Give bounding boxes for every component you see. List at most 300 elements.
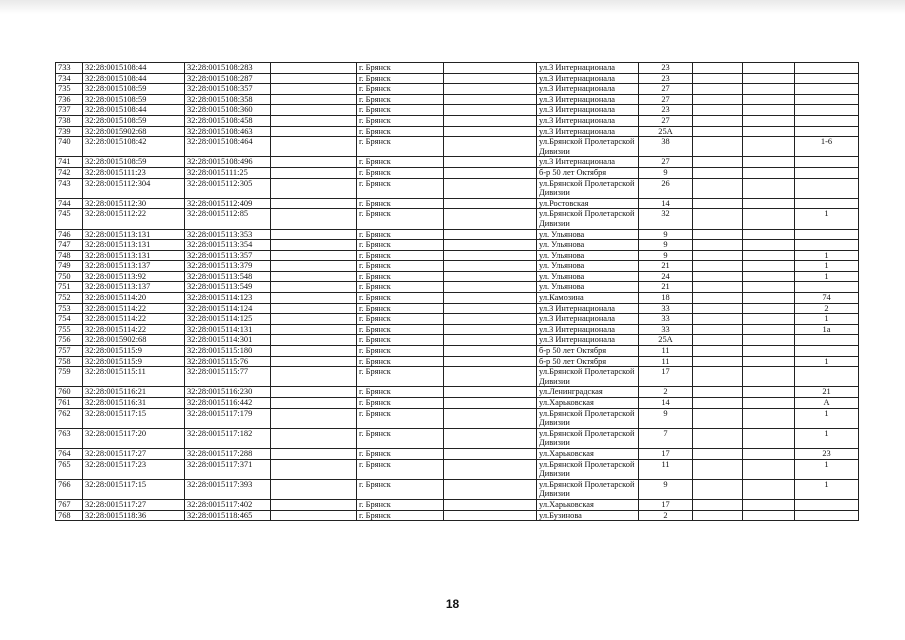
row-number-cell: 751 [56,282,83,293]
street-cell: ул.3 Интернационала [537,335,639,346]
empty-cell [693,448,743,459]
row-number-cell: 762 [56,408,83,428]
object-cadastral-number-cell: 32:28:0015118:465 [185,510,271,521]
table-row [56,167,859,178]
table-row [56,126,859,137]
empty-cell [444,229,537,240]
empty-cell [693,335,743,346]
empty-cell [444,157,537,168]
empty-cell [444,314,537,325]
empty-cell [743,137,795,157]
object-cadastral-number-cell: 32:28:0015113:548 [185,271,271,282]
empty-cell [444,387,537,398]
empty-cell [743,346,795,357]
table-row [56,367,859,387]
street-cell: ул.3 Интернационала [537,63,639,74]
empty-cell [743,229,795,240]
street-cell: ул.3 Интернационала [537,84,639,95]
object-cadastral-number-cell: 32:28:0015108:283 [185,63,271,74]
apartment-number-cell [795,94,859,105]
locality-cell: г. Брянск [357,126,444,137]
apartment-number-cell [795,229,859,240]
empty-cell [743,240,795,251]
cadastral-register-table [55,62,859,521]
row-number-cell: 767 [56,499,83,510]
table-row [56,499,859,510]
apartment-number-cell: 1 [795,271,859,282]
house-number-cell: 21 [639,261,693,272]
empty-cell [271,198,357,209]
object-cadastral-number-cell: 32:28:0015111:25 [185,167,271,178]
empty-cell [271,240,357,251]
object-cadastral-number-cell: 32:28:0015112:409 [185,198,271,209]
table-row [56,63,859,74]
house-number-cell: 17 [639,448,693,459]
object-cadastral-number-cell: 32:28:0015117:179 [185,408,271,428]
object-cadastral-number-cell: 32:28:0015113:379 [185,261,271,272]
empty-cell [271,510,357,521]
empty-cell [743,387,795,398]
apartment-number-cell: 1 [795,356,859,367]
empty-cell [271,250,357,261]
row-number-cell: 768 [56,510,83,521]
locality-cell: г. Брянск [357,408,444,428]
object-cadastral-number-cell: 32:28:0015114:131 [185,324,271,335]
empty-cell [271,73,357,84]
object-cadastral-number-cell: 32:28:0015113:354 [185,240,271,251]
street-cell: ул.3 Интернационала [537,126,639,137]
parcel-cadastral-number-cell: 32:28:0015108:59 [83,115,185,126]
row-number-cell: 748 [56,250,83,261]
row-number-cell: 760 [56,387,83,398]
empty-cell [444,335,537,346]
empty-cell [271,335,357,346]
apartment-number-cell [795,346,859,357]
object-cadastral-number-cell: 32:28:0015117:288 [185,448,271,459]
empty-cell [444,324,537,335]
row-number-cell: 754 [56,314,83,325]
empty-cell [271,346,357,357]
street-cell: ул.Брянской Пролетарской Дивизии [537,367,639,387]
street-cell: ул.3 Интернационала [537,324,639,335]
empty-cell [271,459,357,479]
house-number-cell: 26 [639,178,693,198]
object-cadastral-number-cell: 32:28:0015108:464 [185,137,271,157]
row-number-cell: 747 [56,240,83,251]
table-row [56,324,859,335]
parcel-cadastral-number-cell: 32:28:0015117:15 [83,408,185,428]
apartment-number-cell: 1 [795,250,859,261]
apartment-number-cell [795,510,859,521]
table-row [56,250,859,261]
empty-cell [444,178,537,198]
house-number-cell: 21 [639,282,693,293]
street-cell: ул. Ульянова [537,240,639,251]
empty-cell [444,428,537,448]
street-cell: ул.Брянской Пролетарской Дивизии [537,428,639,448]
apartment-number-cell [795,157,859,168]
house-number-cell: 9 [639,167,693,178]
locality-cell: г. Брянск [357,115,444,126]
parcel-cadastral-number-cell: 32:28:0015117:23 [83,459,185,479]
empty-cell [271,314,357,325]
empty-cell [743,271,795,282]
apartment-number-cell: 74 [795,293,859,304]
table-row [56,209,859,229]
object-cadastral-number-cell: 32:28:0015114:301 [185,335,271,346]
parcel-cadastral-number-cell: 32:28:0015108:59 [83,157,185,168]
empty-cell [693,126,743,137]
parcel-cadastral-number-cell: 32:28:0015117:15 [83,479,185,499]
table-row [56,479,859,499]
empty-cell [271,157,357,168]
locality-cell: г. Брянск [357,335,444,346]
row-number-cell: 745 [56,209,83,229]
table-row [56,428,859,448]
row-number-cell: 739 [56,126,83,137]
street-cell: ул.3 Интернационала [537,94,639,105]
empty-cell [444,303,537,314]
apartment-number-cell [795,240,859,251]
house-number-cell: 9 [639,408,693,428]
empty-cell [271,398,357,409]
object-cadastral-number-cell: 32:28:0015117:402 [185,499,271,510]
row-number-cell: 755 [56,324,83,335]
table-row [56,115,859,126]
empty-cell [693,63,743,74]
row-number-cell: 743 [56,178,83,198]
house-number-cell: 25А [639,126,693,137]
empty-cell [444,271,537,282]
parcel-cadastral-number-cell: 32:28:0015108:59 [83,84,185,95]
row-number-cell: 736 [56,94,83,105]
house-number-cell: 33 [639,303,693,314]
parcel-cadastral-number-cell: 32:28:0015113:131 [83,250,185,261]
apartment-number-cell: 1а [795,324,859,335]
house-number-cell: 23 [639,73,693,84]
empty-cell [444,105,537,116]
empty-cell [693,499,743,510]
table-row [56,105,859,116]
apartment-number-cell: 21 [795,387,859,398]
house-number-cell: 17 [639,499,693,510]
parcel-cadastral-number-cell: 32:28:0015113:137 [83,282,185,293]
street-cell: ул.Брянской Пролетарской Дивизии [537,459,639,479]
empty-cell [693,250,743,261]
locality-cell: г. Брянск [357,167,444,178]
empty-cell [444,282,537,293]
empty-cell [743,94,795,105]
street-cell: ул.Брянской Пролетарской Дивизии [537,209,639,229]
empty-cell [743,261,795,272]
locality-cell: г. Брянск [357,293,444,304]
empty-cell [743,408,795,428]
apartment-number-cell [795,367,859,387]
parcel-cadastral-number-cell: 32:28:0015113:131 [83,229,185,240]
locality-cell: г. Брянск [357,229,444,240]
locality-cell: г. Брянск [357,499,444,510]
row-number-cell: 757 [56,346,83,357]
locality-cell: г. Брянск [357,73,444,84]
street-cell: ул. Ульянова [537,271,639,282]
empty-cell [693,178,743,198]
row-number-cell: 750 [56,271,83,282]
street-cell: ул. Ульянова [537,282,639,293]
empty-cell [271,479,357,499]
house-number-cell: 11 [639,459,693,479]
empty-cell [271,137,357,157]
street-cell: ул.Харьковская [537,499,639,510]
object-cadastral-number-cell: 32:28:0015108:463 [185,126,271,137]
parcel-cadastral-number-cell: 32:28:0015112:22 [83,209,185,229]
parcel-cadastral-number-cell: 32:28:0015115:9 [83,346,185,357]
empty-cell [444,408,537,428]
empty-cell [271,282,357,293]
locality-cell: г. Брянск [357,448,444,459]
house-number-cell: 23 [639,105,693,116]
empty-cell [444,356,537,367]
house-number-cell: 9 [639,479,693,499]
locality-cell: г. Брянск [357,459,444,479]
row-number-cell: 764 [56,448,83,459]
street-cell: ул. Ульянова [537,250,639,261]
table-row [56,398,859,409]
row-number-cell: 741 [56,157,83,168]
empty-cell [743,510,795,521]
house-number-cell: 27 [639,84,693,95]
row-number-cell: 734 [56,73,83,84]
street-cell: б-р 50 лет Октября [537,346,639,357]
street-cell: ул.Брянской Пролетарской Дивизии [537,137,639,157]
locality-cell: г. Брянск [357,356,444,367]
empty-cell [743,356,795,367]
house-number-cell: 9 [639,229,693,240]
empty-cell [271,126,357,137]
street-cell: ул.3 Интернационала [537,314,639,325]
table-row [56,335,859,346]
apartment-number-cell [795,115,859,126]
locality-cell: г. Брянск [357,94,444,105]
table-row [56,229,859,240]
apartment-number-cell: 1-6 [795,137,859,157]
empty-cell [444,293,537,304]
table-row [56,198,859,209]
empty-cell [444,250,537,261]
street-cell: ул.Харьковская [537,398,639,409]
empty-cell [693,115,743,126]
parcel-cadastral-number-cell: 32:28:0015113:137 [83,261,185,272]
house-number-cell: 38 [639,137,693,157]
parcel-cadastral-number-cell: 32:28:0015117:27 [83,499,185,510]
table-row [56,271,859,282]
empty-cell [743,324,795,335]
street-cell: ул. Ульянова [537,229,639,240]
empty-cell [693,137,743,157]
empty-cell [743,105,795,116]
empty-cell [271,167,357,178]
empty-cell [693,428,743,448]
empty-cell [693,459,743,479]
parcel-cadastral-number-cell: 32:28:0015108:44 [83,63,185,74]
empty-cell [743,428,795,448]
table-row [56,94,859,105]
empty-cell [444,398,537,409]
parcel-cadastral-number-cell: 32:28:0015117:20 [83,428,185,448]
street-cell: ул.Бузинова [537,510,639,521]
empty-cell [693,367,743,387]
street-cell: ул.3 Интернационала [537,303,639,314]
house-number-cell: 9 [639,240,693,251]
empty-cell [743,479,795,499]
locality-cell: г. Брянск [357,157,444,168]
object-cadastral-number-cell: 32:28:0015113:549 [185,282,271,293]
house-number-cell: 27 [639,94,693,105]
empty-cell [693,94,743,105]
apartment-number-cell [795,335,859,346]
object-cadastral-number-cell: 32:28:0015116:230 [185,387,271,398]
empty-cell [444,115,537,126]
empty-cell [693,73,743,84]
object-cadastral-number-cell: 32:28:0015114:124 [185,303,271,314]
row-number-cell: 761 [56,398,83,409]
object-cadastral-number-cell: 32:28:0015112:305 [185,178,271,198]
house-number-cell: 33 [639,324,693,335]
empty-cell [444,84,537,95]
empty-cell [743,198,795,209]
parcel-cadastral-number-cell: 32:28:0015108:59 [83,94,185,105]
empty-cell [271,356,357,367]
row-number-cell: 738 [56,115,83,126]
street-cell: ул.Брянской Пролетарской Дивизии [537,479,639,499]
empty-cell [743,499,795,510]
house-number-cell: 14 [639,198,693,209]
empty-cell [693,479,743,499]
table-row [56,303,859,314]
object-cadastral-number-cell: 32:28:0015115:180 [185,346,271,357]
apartment-number-cell: 1 [795,314,859,325]
empty-cell [743,73,795,84]
empty-cell [693,408,743,428]
apartment-number-cell: 1 [795,479,859,499]
empty-cell [444,63,537,74]
register-body [56,63,859,521]
parcel-cadastral-number-cell: 32:28:0015108:44 [83,105,185,116]
locality-cell: г. Брянск [357,303,444,314]
locality-cell: г. Брянск [357,282,444,293]
empty-cell [743,459,795,479]
apartment-number-cell: 1 [795,428,859,448]
house-number-cell: 11 [639,356,693,367]
apartment-number-cell [795,167,859,178]
apartment-number-cell [795,198,859,209]
parcel-cadastral-number-cell: 32:28:0015113:92 [83,271,185,282]
house-number-cell: 25А [639,335,693,346]
empty-cell [693,314,743,325]
row-number-cell: 735 [56,84,83,95]
empty-cell [444,261,537,272]
row-number-cell: 766 [56,479,83,499]
object-cadastral-number-cell: 32:28:0015117:371 [185,459,271,479]
empty-cell [693,84,743,95]
apartment-number-cell [795,282,859,293]
empty-cell [444,510,537,521]
street-cell: ул.3 Интернационала [537,157,639,168]
empty-cell [693,229,743,240]
empty-cell [271,105,357,116]
empty-cell [693,240,743,251]
empty-cell [444,448,537,459]
locality-cell: г. Брянск [357,105,444,116]
row-number-cell: 752 [56,293,83,304]
parcel-cadastral-number-cell: 32:28:0015112:30 [83,198,185,209]
empty-cell [743,167,795,178]
empty-cell [743,448,795,459]
house-number-cell: 2 [639,387,693,398]
apartment-number-cell [795,126,859,137]
row-number-cell: 756 [56,335,83,346]
empty-cell [271,387,357,398]
object-cadastral-number-cell: 32:28:0015117:393 [185,479,271,499]
empty-cell [743,209,795,229]
object-cadastral-number-cell: 32:28:0015115:77 [185,367,271,387]
empty-cell [693,510,743,521]
empty-cell [693,387,743,398]
house-number-cell: 33 [639,314,693,325]
object-cadastral-number-cell: 32:28:0015113:357 [185,250,271,261]
parcel-cadastral-number-cell: 32:28:0015114:20 [83,293,185,304]
empty-cell [444,367,537,387]
empty-cell [271,84,357,95]
empty-cell [271,261,357,272]
street-cell: б-р 50 лет Октября [537,356,639,367]
table-row [56,157,859,168]
row-number-cell: 737 [56,105,83,116]
table-row [56,261,859,272]
table-row [56,448,859,459]
table-row [56,387,859,398]
parcel-cadastral-number-cell: 32:28:0015113:131 [83,240,185,251]
locality-cell: г. Брянск [357,387,444,398]
empty-cell [743,250,795,261]
empty-cell [271,209,357,229]
object-cadastral-number-cell: 32:28:0015108:458 [185,115,271,126]
locality-cell: г. Брянск [357,84,444,95]
locality-cell: г. Брянск [357,137,444,157]
empty-cell [693,356,743,367]
empty-cell [743,314,795,325]
locality-cell: г. Брянск [357,428,444,448]
empty-cell [693,324,743,335]
table-row [56,356,859,367]
empty-cell [271,293,357,304]
locality-cell: г. Брянск [357,346,444,357]
row-number-cell: 746 [56,229,83,240]
parcel-cadastral-number-cell: 32:28:0015114:22 [83,303,185,314]
table-row [56,84,859,95]
empty-cell [271,367,357,387]
object-cadastral-number-cell: 32:28:0015108:357 [185,84,271,95]
empty-cell [444,73,537,84]
row-number-cell: 759 [56,367,83,387]
empty-cell [444,137,537,157]
street-cell: ул.Брянской Пролетарской Дивизии [537,408,639,428]
empty-cell [743,398,795,409]
locality-cell: г. Брянск [357,240,444,251]
apartment-number-cell: 1 [795,209,859,229]
apartment-number-cell [795,84,859,95]
parcel-cadastral-number-cell: 32:28:0015116:21 [83,387,185,398]
house-number-cell: 11 [639,346,693,357]
